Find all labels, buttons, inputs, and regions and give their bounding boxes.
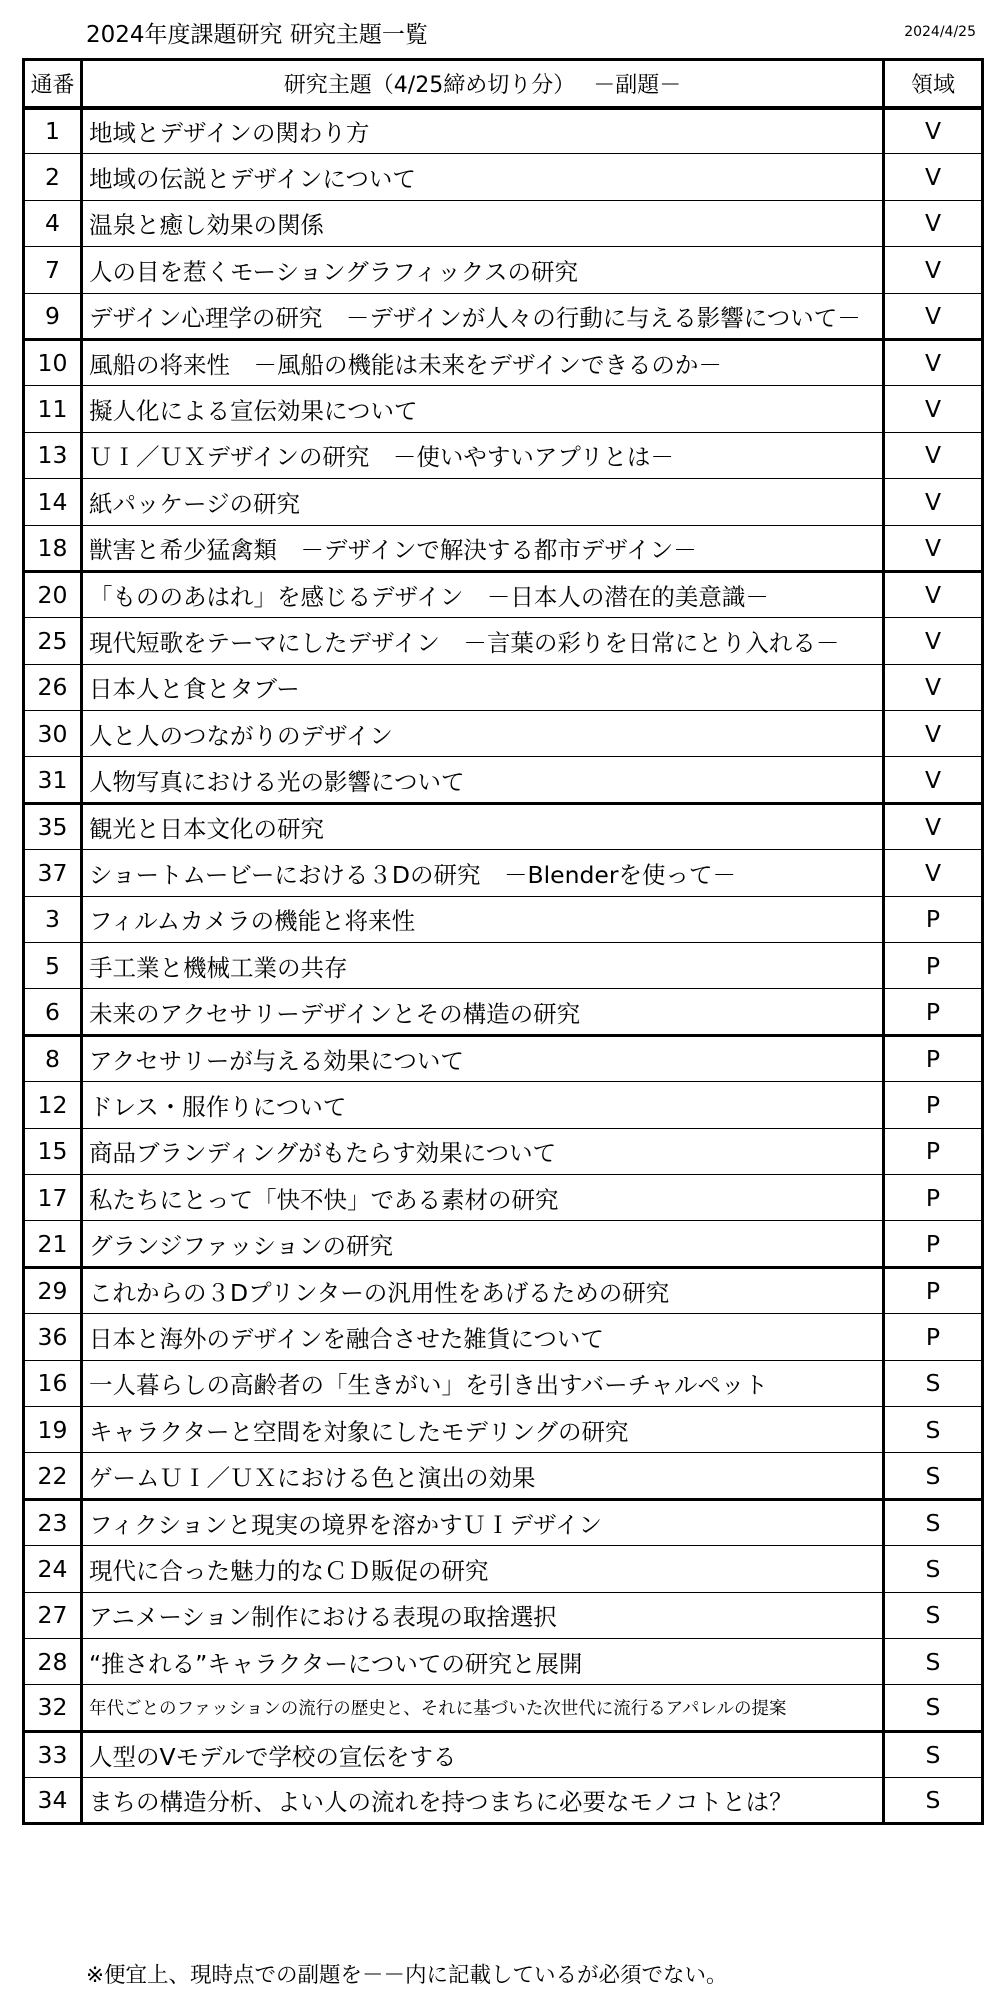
row-field: S (884, 1406, 983, 1452)
table-row (24, 1267, 983, 1313)
row-topic: フィクションと現実の境界を溶かすＵＩデザイン (82, 1499, 884, 1545)
table-row (24, 1221, 983, 1267)
table-row (24, 803, 983, 849)
row-topic: フィルムカメラの機能と将来性 (82, 896, 884, 942)
table-row (24, 1360, 983, 1406)
row-field: V (884, 339, 983, 385)
table-row (24, 757, 983, 803)
row-topic: 人の目を惹くモーショングラフィックスの研究 (82, 247, 884, 293)
row-number: 10 (24, 339, 82, 385)
row-topic: 私たちにとって「快不快」である素材の研究 (82, 1174, 884, 1220)
table-row (24, 339, 983, 385)
table-row (24, 1035, 983, 1081)
row-number: 15 (24, 1128, 82, 1174)
table-row (24, 1546, 983, 1592)
table-row (24, 989, 983, 1035)
row-field: P (884, 1035, 983, 1081)
row-number: 23 (24, 1499, 82, 1545)
row-topic: 日本と海外のデザインを融合させた雑貨について (82, 1314, 884, 1360)
table-row (24, 1638, 983, 1684)
page-title: 2024年度課題研究 研究主題一覧 (86, 22, 428, 48)
table-row (24, 618, 983, 664)
table-row (24, 664, 983, 710)
row-number: 25 (24, 618, 82, 664)
row-field: V (884, 525, 983, 571)
row-field: P (884, 1314, 983, 1360)
row-field: V (884, 432, 983, 478)
row-topic: “推される”キャラクターについての研究と展開 (82, 1638, 884, 1684)
row-field: V (884, 711, 983, 757)
table-row (24, 1592, 983, 1638)
row-topic: 獣害と希少猛禽類 －デザインで解決する都市デザイン－ (82, 525, 884, 571)
row-field: S (884, 1638, 983, 1684)
row-field: V (884, 618, 983, 664)
row-number: 33 (24, 1731, 82, 1777)
table-row (24, 896, 983, 942)
row-topic: ゲームＵＩ／ＵＸにおける色と演出の効果 (82, 1453, 884, 1499)
table-row (24, 525, 983, 571)
row-field: V (884, 386, 983, 432)
row-topic: アクセサリーが与える効果について (82, 1035, 884, 1081)
row-field: P (884, 1128, 983, 1174)
row-number: 17 (24, 1174, 82, 1220)
row-topic: ＵＩ／ＵＸデザインの研究 －使いやすいアプリとは－ (82, 432, 884, 478)
row-number: 31 (24, 757, 82, 803)
row-field: V (884, 757, 983, 803)
row-field: S (884, 1685, 983, 1731)
table-row (24, 1174, 983, 1220)
row-topic: 人型のVモデルで学校の宣伝をする (82, 1731, 884, 1777)
row-field: V (884, 850, 983, 896)
row-field: V (884, 108, 983, 154)
row-field: V (884, 803, 983, 849)
row-field: V (884, 200, 983, 246)
table-row (24, 1499, 983, 1545)
row-number: 13 (24, 432, 82, 478)
row-field: P (884, 989, 983, 1035)
table-row (24, 108, 983, 154)
row-number: 27 (24, 1592, 82, 1638)
column-header-field: 領域 (884, 60, 983, 108)
table-row (24, 850, 983, 896)
row-number: 26 (24, 664, 82, 710)
table-row (24, 1128, 983, 1174)
row-number: 29 (24, 1267, 82, 1313)
row-topic: ショートムービーにおける３Dの研究 －Blenderを使って－ (82, 850, 884, 896)
row-number: 14 (24, 479, 82, 525)
table-row (24, 293, 983, 339)
row-field: P (884, 1174, 983, 1220)
row-topic: 観光と日本文化の研究 (82, 803, 884, 849)
table-row (24, 200, 983, 246)
row-number: 20 (24, 571, 82, 617)
table-header-row (24, 60, 983, 108)
table-row (24, 154, 983, 200)
footnote: ※便宜上、現時点での副題を－－内に記載しているが必須でない。 (86, 1963, 728, 1988)
row-number: 8 (24, 1035, 82, 1081)
row-topic: アニメーション制作における表現の取捨選択 (82, 1592, 884, 1638)
table-row (24, 479, 983, 525)
row-topic: 現代に合った魅力的なＣＤ販促の研究 (82, 1546, 884, 1592)
row-topic: 地域の伝説とデザインについて (82, 154, 884, 200)
row-number: 4 (24, 200, 82, 246)
row-number: 34 (24, 1778, 82, 1824)
row-topic: 未来のアクセサリーデザインとその構造の研究 (82, 989, 884, 1035)
row-topic: 人物写真における光の影響について (82, 757, 884, 803)
row-number: 3 (24, 896, 82, 942)
row-topic: 擬人化による宣伝効果について (82, 386, 884, 432)
row-topic: ドレス・服作りについて (82, 1082, 884, 1128)
row-field: V (884, 154, 983, 200)
row-field: P (884, 1082, 983, 1128)
row-number: 32 (24, 1685, 82, 1731)
row-number: 37 (24, 850, 82, 896)
row-field: P (884, 896, 983, 942)
row-field: V (884, 571, 983, 617)
table-row (24, 1685, 983, 1731)
table-row (24, 1314, 983, 1360)
row-field: P (884, 1221, 983, 1267)
row-number: 24 (24, 1546, 82, 1592)
row-topic: 一人暮らしの高齢者の「生きがい」を引き出すバーチャルペット (82, 1360, 884, 1406)
column-header-topic: 研究主題（4/25締め切り分） －副題－ (82, 60, 884, 108)
row-field: V (884, 479, 983, 525)
row-number: 12 (24, 1082, 82, 1128)
row-topic: キャラクターと空間を対象にしたモデリングの研究 (82, 1406, 884, 1452)
table-row (24, 1453, 983, 1499)
row-topic: 日本人と食とタブー (82, 664, 884, 710)
row-field: P (884, 1267, 983, 1313)
row-field: V (884, 293, 983, 339)
row-number: 11 (24, 386, 82, 432)
topics-table (22, 58, 984, 1825)
row-topic: 人と人のつながりのデザイン (82, 711, 884, 757)
table-row (24, 1406, 983, 1452)
row-topic: 風船の将来性 －風船の機能は未来をデザインできるのか－ (82, 339, 884, 385)
row-field: V (884, 664, 983, 710)
row-number: 28 (24, 1638, 82, 1684)
row-field: P (884, 943, 983, 989)
row-topic: これからの３Dプリンターの汎用性をあげるための研究 (82, 1267, 884, 1313)
row-topic: 商品ブランディングがもたらす効果について (82, 1128, 884, 1174)
table-row (24, 711, 983, 757)
table-row (24, 943, 983, 989)
row-number: 9 (24, 293, 82, 339)
row-field: S (884, 1546, 983, 1592)
row-field: V (884, 247, 983, 293)
row-topic: 年代ごとのファッションの流行の歴史と、それに基づいた次世代に流行るアパレルの提案 (82, 1685, 884, 1731)
document-date: 2024/4/25 (904, 24, 976, 40)
row-number: 30 (24, 711, 82, 757)
row-topic: 紙パッケージの研究 (82, 479, 884, 525)
table-row (24, 432, 983, 478)
row-field: S (884, 1499, 983, 1545)
row-number: 16 (24, 1360, 82, 1406)
table-row (24, 571, 983, 617)
row-topic: 手工業と機械工業の共存 (82, 943, 884, 989)
row-number: 5 (24, 943, 82, 989)
row-number: 21 (24, 1221, 82, 1267)
row-field: S (884, 1592, 983, 1638)
row-field: S (884, 1731, 983, 1777)
row-topic: デザイン心理学の研究 －デザインが人々の行動に与える影響について－ (82, 293, 884, 339)
row-number: 19 (24, 1406, 82, 1452)
table-row (24, 1082, 983, 1128)
table-row (24, 247, 983, 293)
row-number: 18 (24, 525, 82, 571)
row-number: 36 (24, 1314, 82, 1360)
column-header-no: 通番 (24, 60, 82, 108)
topics-table-container (22, 58, 981, 1825)
row-number: 2 (24, 154, 82, 200)
row-field: S (884, 1778, 983, 1824)
row-number: 35 (24, 803, 82, 849)
row-number: 7 (24, 247, 82, 293)
row-topic: 「もののあはれ」を感じるデザイン －日本人の潜在的美意識－ (82, 571, 884, 617)
row-number: 6 (24, 989, 82, 1035)
row-topic: 現代短歌をテーマにしたデザイン －言葉の彩りを日常にとり入れる－ (82, 618, 884, 664)
row-topic: 温泉と癒し効果の関係 (82, 200, 884, 246)
row-field: S (884, 1360, 983, 1406)
row-topic: 地域とデザインの関わり方 (82, 108, 884, 154)
row-field: S (884, 1453, 983, 1499)
row-topic: まちの構造分析、よい人の流れを持つまちに必要なモノコトとは？ (82, 1778, 884, 1824)
row-number: 1 (24, 108, 82, 154)
table-row (24, 1778, 983, 1824)
table-row (24, 386, 983, 432)
row-topic: グランジファッションの研究 (82, 1221, 884, 1267)
row-number: 22 (24, 1453, 82, 1499)
table-row (24, 1731, 983, 1777)
